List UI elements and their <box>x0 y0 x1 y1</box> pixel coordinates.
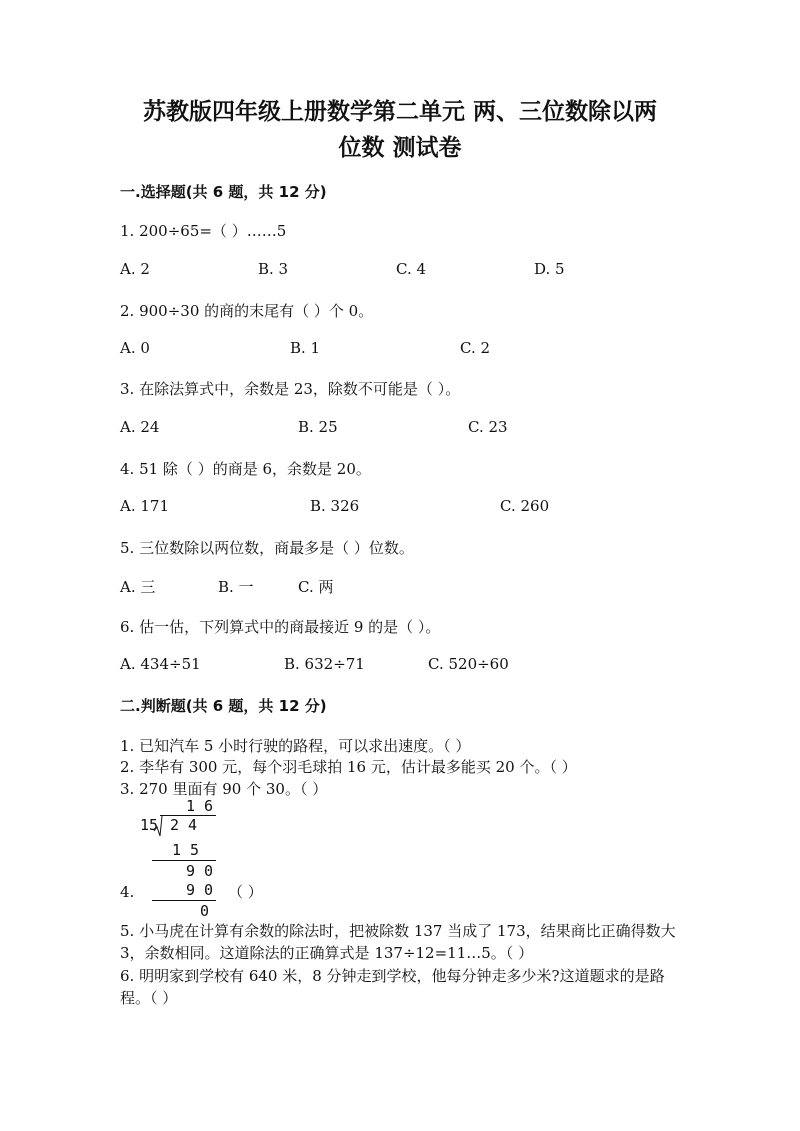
choice-option-2a[interactable]: A. 0 <box>120 339 150 357</box>
choice-option-1c[interactable]: C. 4 <box>396 260 427 278</box>
division-line-2 <box>152 900 216 901</box>
choice-option-5b[interactable]: B. 一 <box>218 578 254 596</box>
choice-question-6: 6. 估一估，下列算式中的商最接近 9 的是（ ）。 <box>120 618 441 636</box>
choice-option-3c[interactable]: C. 23 <box>468 418 508 436</box>
choice-question-2: 2. 900÷30 的商的末尾有（ ）个 0。 <box>120 302 374 320</box>
choice-option-1b[interactable]: B. 3 <box>258 260 289 278</box>
choice-question-3: 3. 在除法算式中，余数是 23，除数不可能是（ ）。 <box>120 380 461 398</box>
choice-option-3a[interactable]: A. 24 <box>120 418 160 436</box>
choice-option-6a[interactable]: A. 434÷51 <box>120 655 201 673</box>
choice-option-3b[interactable]: B. 25 <box>298 418 338 436</box>
judgement-question-1: 1. 已知汽车 5 小时行驶的路程，可以求出速度。（ ） <box>120 737 471 755</box>
exam-title-line-1: 苏教版四年级上册数学第二单元 两、三位数除以两 <box>142 99 657 125</box>
choice-option-5c[interactable]: C. 两 <box>298 578 334 596</box>
division-line-1 <box>152 860 216 861</box>
judgement-question-4-label: 4. <box>120 883 135 901</box>
division-remainder: 0 <box>200 902 210 920</box>
choice-question-5: 5. 三位数除以两位数，商最多是（ ）位数。 <box>120 539 414 557</box>
choice-option-1d[interactable]: D. 5 <box>534 260 565 278</box>
judgement-question-3: 3. 270 里面有 90 个 30。（ ） <box>120 780 328 798</box>
choice-option-5a[interactable]: A. 三 <box>120 578 156 596</box>
division-step-1: 1 5 <box>172 841 200 859</box>
judgement-question-5: 5. 小马虎在计算有余数的除法时，把被除数 137 当成了 173，结果商比正确得数大 3，余数相同。这道除法的正确算式是 137÷12=11…5。（ ） <box>120 922 676 962</box>
section-heading-choice: 一.选择题(共 6 题，共 12 分) <box>120 183 327 201</box>
choice-option-1a[interactable]: A. 2 <box>120 260 150 278</box>
section-heading-judgement: 二.判断题(共 6 题，共 12 分) <box>120 697 327 715</box>
choice-option-6c[interactable]: C. 520÷60 <box>428 655 509 673</box>
choice-option-2c[interactable]: C. 2 <box>460 339 491 357</box>
choice-option-4c[interactable]: C. 260 <box>500 497 550 515</box>
division-divisor: 15 <box>140 816 159 834</box>
division-step-3: 9 0 <box>186 881 214 899</box>
choice-option-4b[interactable]: B. 326 <box>310 497 360 515</box>
judgement-question-2: 2. 李华有 300 元，每个羽毛球拍 16 元，估计最多能买 20 个。（ ） <box>120 758 577 776</box>
judgement-question-4-answer-blank: （ ） <box>228 883 263 901</box>
choice-option-2b[interactable]: B. 1 <box>290 339 321 357</box>
choice-question-1: 1. 200÷65=（ ）……5 <box>120 222 287 240</box>
division-dividend: 2 4 <box>170 816 198 834</box>
judgement-question-6: 6. 明明家到学校有 640 米，8 分钟走到学校，他每分钟走多少米?这道题求的是路程。（ ） <box>120 967 665 1007</box>
division-step-2: 9 0 <box>186 862 214 880</box>
exam-title-line-2: 位数 测试卷 <box>338 135 462 161</box>
choice-option-4a[interactable]: A. 171 <box>120 497 169 515</box>
choice-question-4: 4. 51 除（ ）的商是 6，余数是 20。 <box>120 460 371 478</box>
division-quotient: 1 6 <box>186 797 214 815</box>
choice-option-6b[interactable]: B. 632÷71 <box>284 655 365 673</box>
